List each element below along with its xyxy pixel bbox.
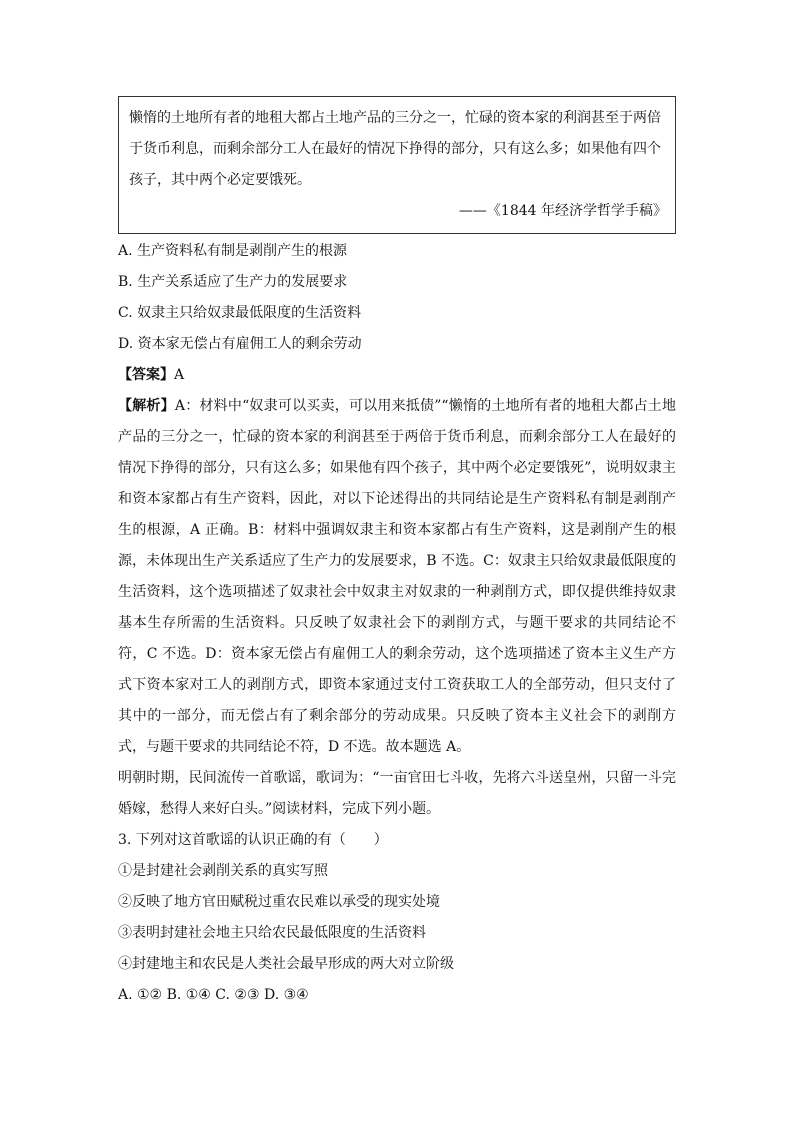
question-3-item-4: ④封建地主和农民是人类社会最早形成的两大对立阶级 <box>118 956 454 972</box>
quote-source: ——《1844 年经济学哲学手稿》 <box>458 203 667 219</box>
option-b: B. 生产关系适应了生产力的发展要求 <box>118 274 348 290</box>
answer-label: 【答案】 <box>118 367 174 383</box>
question-3-choices: A. ①② B. ①④ C. ②③ D. ③④ <box>118 987 309 1003</box>
answer-value: A <box>174 367 185 383</box>
document-page <box>118 96 676 1011</box>
material-paragraph: 明朝时期，民间流传一首歌谣，歌词为：“一亩官田七斗收，先将六斗送皇州，只留一斗完婚嫁，愁得人来好白头。”阅读材料，完成下列小题。 <box>118 770 676 817</box>
analysis-paragraph <box>118 391 676 763</box>
quote-text: 懒惰的土地所有者的地租大都占土地产品的三分之一，忙碌的资本家的利润甚至于两倍于货币利息，而剩余部分工人在最好的情况下挣得的部分，只有这么多；如果他有四个孩子，其中两个必定要饿死。 <box>129 110 661 188</box>
analysis-label: 【解析】 <box>118 398 175 414</box>
question-3-item-2: ②反映了地方官田赋税过重农民难以承受的现实处境 <box>118 894 440 910</box>
option-a: A. 生产资料私有制是剥削产生的根源 <box>118 243 348 259</box>
option-c: C. 奴隶主只给奴隶最低限度的生活资料 <box>118 305 362 321</box>
question-2-options <box>118 236 676 360</box>
question-3-item-1: ①是封建社会剥削关系的真实写照 <box>118 863 328 879</box>
analysis-text: A：材料中“奴隶可以买卖，可以用来抵债”“懒惰的土地所有者的地租大都占土地产品的三分之一，忙碌的资本家的利润甚至于两倍于货币利息，而剩余部分工人在最好的情况下挣得的部分，只有这么多；如果他有四个孩子，其中两个必定要饿死”，说明奴隶主和资本家都占有生产资料，因此，对以下论述得出的共同结论是生产资料私有制是剥削产生的根源，A 正确。B：材料中强调奴隶主和资本家都占有生产资料，这是剥削产生的根源，未体现出生产关系适应了生产力的发展要求，B 不选。C：奴隶主只给奴隶最低限度的生活资料，这个选项描述了奴隶社会中奴隶主对奴隶的一种剥削方式，即仅提供维持奴隶基本生存所需的生活资料。只反映了奴隶社会下的剥削方式，与题干要求的共同结论不符，C 不选。D：资本家无偿占有雇佣工人的剩余劳动，这个选项描述了资本主义生产方式下资本家对工人的剥削方式，即资本家通过支付工资获取工人的全部劳动，但只支付了其中的一部分，而无偿占有了剩余部分的劳动成果。只反映了资本主义社会下的剥削方式，与题干要求的共同结论不符，D 不选。故本题选 A。 <box>118 398 676 755</box>
question-3-item-3: ③表明封建社会地主只给农民最低限度的生活资料 <box>118 925 426 941</box>
answer-line <box>118 360 676 391</box>
option-d: D. 资本家无偿占有雇佣工人的剩余劳动 <box>118 336 362 352</box>
quote-box <box>118 96 676 234</box>
question-3-stem: 3. 下列对这首歌谣的认识正确的有（ ） <box>118 832 388 848</box>
